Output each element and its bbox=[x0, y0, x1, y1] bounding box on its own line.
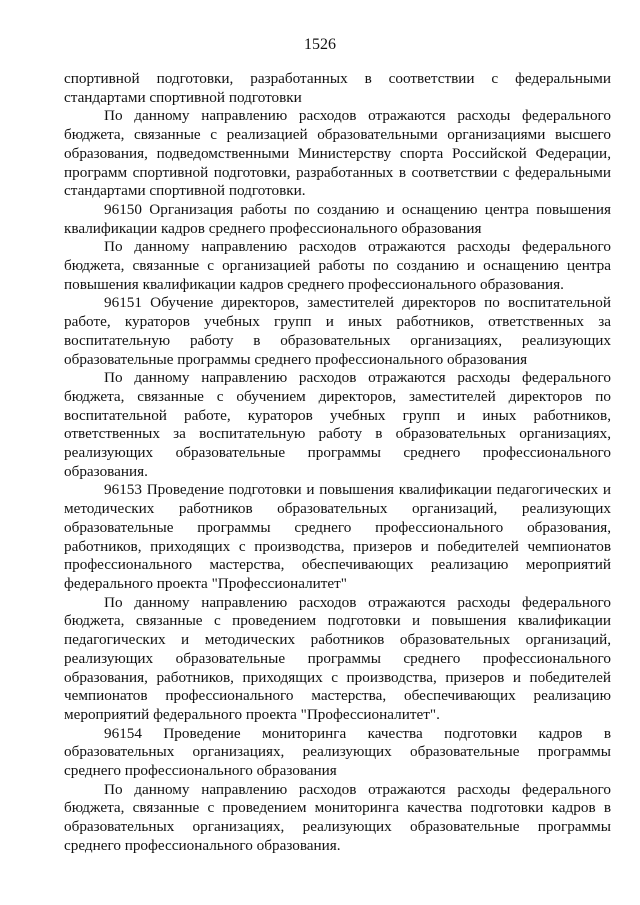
paragraph-heading-96153: 96153 Проведение подготовки и повышения квалификации педагогических и методических работников образовательных организаций, реализующих образовательные программы среднего профессионального образования, работников, приходящих с производства, призеров и победителей чемпионатов профессионального мастерства, обеспечивающих реализацию мероприятий федерального проекта "Профессионалитет" bbox=[64, 481, 611, 592]
paragraph-description: По данному направлению расходов отражаются расходы федерального бюджета, связанные с организацией работы по созданию и оснащению центра повышения квалификации кадров среднего профессионального образования. bbox=[64, 238, 611, 293]
paragraph-continuation: спортивной подготовки, разработанных в соответствии с федеральными стандартами спортивной подготовки bbox=[64, 70, 611, 106]
paragraph-heading-96154: 96154 Проведение мониторинга качества подготовки кадров в образовательных организациях, реализующих образовательные программы среднего профессионального образования bbox=[64, 724, 611, 780]
paragraph-heading-96151: 96151 Обучение директоров, заместителей директоров по воспитательной работе, кураторов учебных групп и иных работников, ответственных за воспитательную работу в образовательных организациях, реализующих образовательные программы среднего профессионального образования bbox=[64, 294, 611, 368]
page-number: 1526 bbox=[304, 36, 336, 53]
paragraph-description: По данному направлению расходов отражаются расходы федерального бюджета, связанные с обучением директоров, заместителей директоров по воспитательной работе, кураторов учебных групп и иных работников, ответственных за воспитательную работу в образовательных организациях, реализующих образовательные программы среднего профессионального образования. bbox=[64, 369, 611, 480]
paragraph-description: По данному направлению расходов отражаются расходы федерального бюджета, связанные с реализацией образовательными организациями высшего образования, подведомственными Министерству спорта Российской Федерации, программ спортивной подготовки, разработанных в соответствии с федеральными стандартами спортивной подготовки. bbox=[64, 107, 611, 200]
document-body bbox=[64, 70, 611, 856]
paragraph-description: По данному направлению расходов отражаются расходы федерального бюджета, связанные с проведением подготовки и повышения квалификации педагогических и методических работников образовательных организаций, реализующих образовательные программы среднего профессионального образования, работников, приходящих с производства, призеров и победителей чемпионатов профессионального мастерства, обеспечивающих реализацию мероприятий федерального проекта "Профессионалитет". bbox=[64, 593, 611, 723]
paragraph-heading-96150: 96150 Организация работы по созданию и оснащению центра повышения квалификации кадров среднего профессионального образования bbox=[64, 200, 611, 237]
paragraph-description: По данному направлению расходов отражаются расходы федерального бюджета, связанные с проведением мониторинга качества подготовки кадров в образовательных организациях, реализующих образовательные программы среднего профессионального образования. bbox=[64, 780, 611, 854]
